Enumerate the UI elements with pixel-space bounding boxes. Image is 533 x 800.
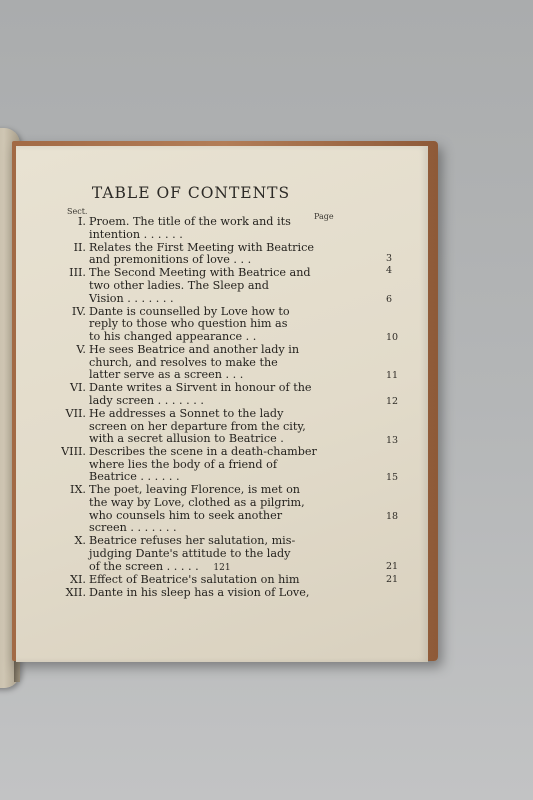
- entry-text: Dante is counselled by Love how to: [89, 304, 290, 318]
- entry-text: the way by Love, clothed as a pilgrim,: [89, 496, 305, 510]
- sect-column-label: Sect.: [67, 207, 88, 216]
- entry-text: to his changed appearance . .: [89, 329, 257, 343]
- entry-text: Vision . . . . . . .: [89, 291, 174, 305]
- toc-entry: [56, 265, 393, 305]
- folio-number: 121: [213, 563, 231, 573]
- entry-text: church, and resolves to make the: [89, 355, 278, 369]
- page-number: 15: [386, 472, 399, 484]
- entry-text: and premonitions of love . . .: [89, 253, 252, 267]
- entry-text: Effect of Beatrice's salutation on him: [89, 572, 300, 586]
- entry-text: latter serve as a screen . . .: [89, 368, 244, 382]
- page-number: 21: [386, 573, 399, 585]
- entry-text: He sees Beatrice and another lady in: [89, 342, 300, 356]
- entry-text: Relates the First Meeting with Beatrice: [89, 240, 314, 254]
- page-number: 4: [386, 265, 393, 277]
- entry-text: Dante in his sleep has a vision of Love,: [89, 585, 310, 599]
- entry-text: judging Dante's attitude to the lady: [89, 546, 291, 560]
- entry-text: who counsels him to seek another: [89, 508, 283, 522]
- toc-list: [56, 215, 399, 600]
- entry-text: two other ladies. The Sleep and: [89, 278, 269, 292]
- entry-text: where lies the body of a friend of: [89, 457, 277, 471]
- page-number: 13: [386, 435, 399, 447]
- page-number: 10: [386, 331, 399, 343]
- page-number: 3: [386, 252, 393, 264]
- entry-text: screen on her departure from the city,: [89, 419, 306, 433]
- entry-text: The Second Meeting with Beatrice and: [89, 266, 311, 280]
- entry-text: The poet, leaving Florence, is met on: [89, 483, 301, 497]
- entry-text: intention . . . . . .: [89, 227, 183, 241]
- entry-text: Describes the scene in a death-chamber: [89, 445, 317, 459]
- entry-number: XII.: [65, 585, 86, 599]
- entry-number: VIII.: [61, 445, 86, 459]
- entry-number: I.: [78, 215, 86, 228]
- entry-text: with a secret allusion to Beatrice .: [89, 432, 284, 446]
- page-number: 6: [386, 293, 393, 305]
- entry-text: reply to those who question him as: [89, 317, 288, 331]
- entry-text: He addresses a Sonnet to the lady: [89, 406, 284, 420]
- entry-number: X.: [74, 534, 86, 548]
- entry-text: Beatrice . . . . . .: [89, 470, 180, 484]
- entry-text: Proem. The title of the work and its: [89, 215, 291, 228]
- entry-number: IX.: [70, 483, 86, 497]
- entry-number: XI.: [70, 572, 86, 586]
- entry-text: screen . . . . . . .: [89, 521, 177, 535]
- toc-entry: [56, 240, 393, 267]
- entry-number: II.: [73, 240, 86, 254]
- entry-number: III.: [69, 266, 86, 280]
- page-number: 11: [386, 370, 399, 382]
- entry-number: VI.: [69, 381, 86, 395]
- page-number: 12: [386, 395, 399, 407]
- entry-text: Dante writes a Sirvent in honour of the: [89, 381, 312, 395]
- entry-number: V.: [76, 342, 86, 356]
- entry-text: of the screen . . . . .: [89, 559, 199, 573]
- toc-entry: [56, 216, 360, 241]
- page-number: 21: [386, 560, 399, 572]
- entry-text: lady screen . . . . . . .: [89, 393, 204, 407]
- entry-number: IV.: [71, 304, 86, 318]
- entry-number: VII.: [65, 406, 86, 420]
- page-column-label: Page: [314, 212, 334, 221]
- entry-text: Beatrice refuses her salutation, mis-: [89, 534, 296, 548]
- page-title: TABLE OF CONTENTS: [91, 184, 291, 202]
- page-number: 18: [386, 511, 399, 523]
